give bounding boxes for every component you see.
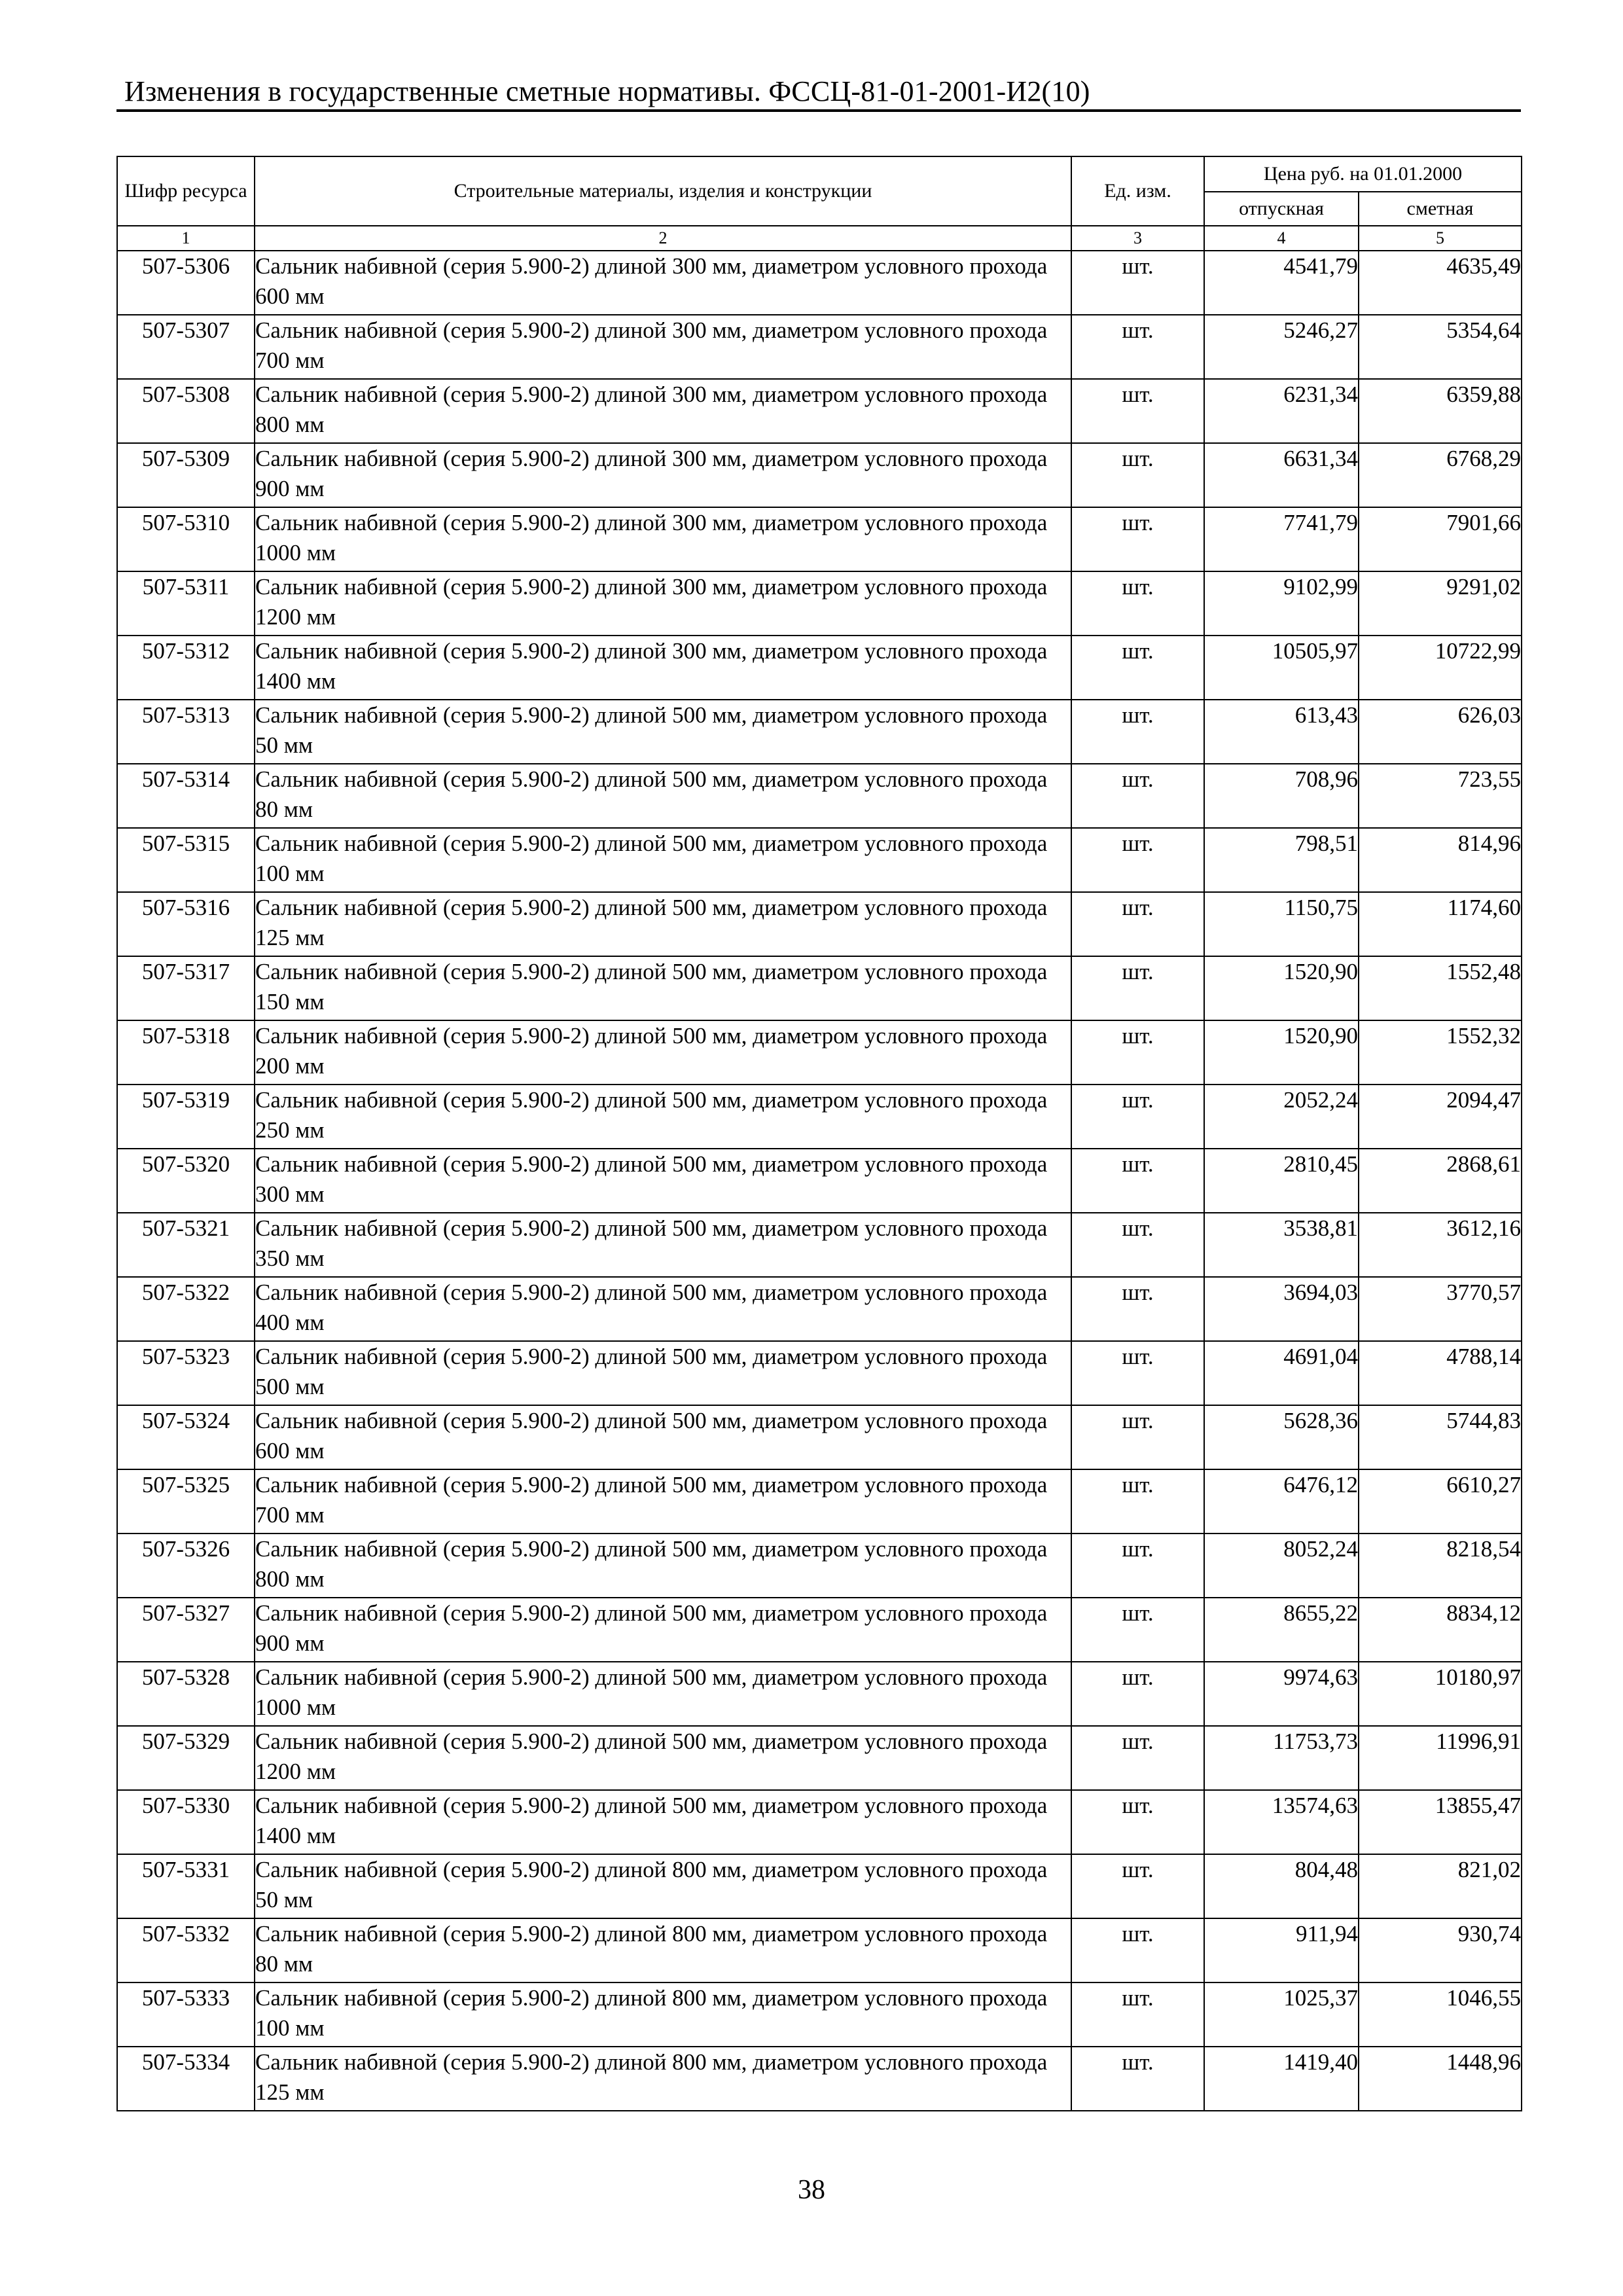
resource-code-cell: 507-5314 — [117, 764, 255, 828]
unit-cell: шт. — [1071, 956, 1204, 1020]
material-name-cell: Сальник набивной (серия 5.900-2) длиной 300 мм, диаметром условного прохода 800 мм — [255, 379, 1071, 443]
price-estimate-cell: 6610,27 — [1359, 1469, 1522, 1534]
material-name-cell: Сальник набивной (серия 5.900-2) длиной 500 мм, диаметром условного прохода 700 мм — [255, 1469, 1071, 1534]
unit-cell: шт. — [1071, 251, 1204, 315]
resource-code-cell: 507-5327 — [117, 1598, 255, 1662]
table-row — [117, 636, 1522, 700]
resource-code-cell: 507-5324 — [117, 1405, 255, 1469]
column-number: 3 — [1071, 226, 1204, 251]
table-row — [117, 700, 1522, 764]
unit-cell: шт. — [1071, 1598, 1204, 1662]
resource-code-cell: 507-5323 — [117, 1341, 255, 1405]
resource-code-cell: 507-5320 — [117, 1149, 255, 1213]
price-release-cell: 9102,99 — [1204, 571, 1359, 636]
column-number: 4 — [1204, 226, 1359, 251]
material-name-cell: Сальник набивной (серия 5.900-2) длиной 300 мм, диаметром условного прохода 1200 мм — [255, 571, 1071, 636]
resource-code-cell: 507-5318 — [117, 1020, 255, 1085]
resource-code-cell: 507-5330 — [117, 1790, 255, 1854]
price-release-cell: 4541,79 — [1204, 251, 1359, 315]
unit-cell: шт. — [1071, 379, 1204, 443]
material-name-cell: Сальник набивной (серия 5.900-2) длиной 500 мм, диаметром условного прохода 500 мм — [255, 1341, 1071, 1405]
table-row — [117, 571, 1522, 636]
price-estimate-cell: 5744,83 — [1359, 1405, 1522, 1469]
resource-code-cell: 507-5328 — [117, 1662, 255, 1726]
column-header-price-group: Цена руб. на 01.01.2000 — [1204, 156, 1522, 192]
material-name-cell: Сальник набивной (серия 5.900-2) длиной 500 мм, диаметром условного прохода 1000 мм — [255, 1662, 1071, 1726]
unit-cell: шт. — [1071, 1469, 1204, 1534]
table-row — [117, 1982, 1522, 2047]
material-name-cell: Сальник набивной (серия 5.900-2) длиной 500 мм, диаметром условного прохода 300 мм — [255, 1149, 1071, 1213]
price-release-cell: 804,48 — [1204, 1854, 1359, 1918]
unit-cell: шт. — [1071, 700, 1204, 764]
resource-code-cell: 507-5313 — [117, 700, 255, 764]
header-divider — [116, 109, 1521, 112]
table-row — [117, 379, 1522, 443]
resource-code-cell: 507-5332 — [117, 1918, 255, 1982]
table-row — [117, 1662, 1522, 1726]
price-estimate-cell: 2094,47 — [1359, 1085, 1522, 1149]
column-number-row — [117, 226, 1522, 251]
unit-cell: шт. — [1071, 764, 1204, 828]
table-row — [117, 1469, 1522, 1534]
resource-code-cell: 507-5325 — [117, 1469, 255, 1534]
price-release-cell: 13574,63 — [1204, 1790, 1359, 1854]
price-estimate-cell: 1448,96 — [1359, 2047, 1522, 2111]
resource-code-cell: 507-5307 — [117, 315, 255, 379]
resource-code-cell: 507-5310 — [117, 507, 255, 571]
table-row — [117, 315, 1522, 379]
material-name-cell: Сальник набивной (серия 5.900-2) длиной 500 мм, диаметром условного прохода 800 мм — [255, 1534, 1071, 1598]
table-row — [117, 1213, 1522, 1277]
price-release-cell: 3694,03 — [1204, 1277, 1359, 1341]
price-release-cell: 9974,63 — [1204, 1662, 1359, 1726]
resource-code-cell: 507-5317 — [117, 956, 255, 1020]
price-estimate-cell: 5354,64 — [1359, 315, 1522, 379]
price-release-cell: 10505,97 — [1204, 636, 1359, 700]
material-name-cell: Сальник набивной (серия 5.900-2) длиной 300 мм, диаметром условного прохода 1400 мм — [255, 636, 1071, 700]
table-row — [117, 443, 1522, 507]
material-name-cell: Сальник набивной (серия 5.900-2) длиной 800 мм, диаметром условного прохода 125 мм — [255, 2047, 1071, 2111]
price-estimate-cell: 8834,12 — [1359, 1598, 1522, 1662]
price-release-cell: 1520,90 — [1204, 1020, 1359, 1085]
material-name-cell: Сальник набивной (серия 5.900-2) длиной 500 мм, диаметром условного прохода 600 мм — [255, 1405, 1071, 1469]
price-release-cell: 4691,04 — [1204, 1341, 1359, 1405]
table-row — [117, 764, 1522, 828]
material-name-cell: Сальник набивной (серия 5.900-2) длиной 500 мм, диаметром условного прохода 80 мм — [255, 764, 1071, 828]
price-estimate-cell: 13855,47 — [1359, 1790, 1522, 1854]
table-row — [117, 1854, 1522, 1918]
material-name-cell: Сальник набивной (серия 5.900-2) длиной 500 мм, диаметром условного прохода 50 мм — [255, 700, 1071, 764]
unit-cell: шт. — [1071, 1918, 1204, 1982]
unit-cell: шт. — [1071, 1149, 1204, 1213]
material-name-cell: Сальник набивной (серия 5.900-2) длиной 300 мм, диаметром условного прохода 600 мм — [255, 251, 1071, 315]
price-estimate-cell: 4788,14 — [1359, 1341, 1522, 1405]
resource-code-cell: 507-5306 — [117, 251, 255, 315]
unit-cell: шт. — [1071, 1662, 1204, 1726]
unit-cell: шт. — [1071, 1534, 1204, 1598]
table-row — [117, 828, 1522, 892]
material-name-cell: Сальник набивной (серия 5.900-2) длиной 500 мм, диаметром условного прохода 250 мм — [255, 1085, 1071, 1149]
price-estimate-cell: 626,03 — [1359, 700, 1522, 764]
table-row — [117, 1341, 1522, 1405]
price-estimate-cell: 3612,16 — [1359, 1213, 1522, 1277]
material-name-cell: Сальник набивной (серия 5.900-2) длиной 500 мм, диаметром условного прохода 150 мм — [255, 956, 1071, 1020]
resource-code-cell: 507-5331 — [117, 1854, 255, 1918]
table-row — [117, 2047, 1522, 2111]
resource-code-cell: 507-5333 — [117, 1982, 255, 2047]
price-release-cell: 6476,12 — [1204, 1469, 1359, 1534]
price-release-cell: 11753,73 — [1204, 1726, 1359, 1790]
column-header-price-estimate: сметная — [1359, 192, 1522, 226]
unit-cell: шт. — [1071, 1790, 1204, 1854]
price-release-cell: 1150,75 — [1204, 892, 1359, 956]
material-name-cell: Сальник набивной (серия 5.900-2) длиной 800 мм, диаметром условного прохода 80 мм — [255, 1918, 1071, 1982]
price-estimate-cell: 1174,60 — [1359, 892, 1522, 956]
price-release-cell: 6231,34 — [1204, 379, 1359, 443]
price-release-cell: 8052,24 — [1204, 1534, 1359, 1598]
column-header-name: Строительные материалы, изделия и конструкции — [255, 156, 1071, 226]
unit-cell: шт. — [1071, 1405, 1204, 1469]
table-header-row — [117, 156, 1522, 192]
unit-cell: шт. — [1071, 1020, 1204, 1085]
resource-code-cell: 507-5315 — [117, 828, 255, 892]
price-release-cell: 1025,37 — [1204, 1982, 1359, 2047]
unit-cell: шт. — [1071, 636, 1204, 700]
price-estimate-cell: 11996,91 — [1359, 1726, 1522, 1790]
price-estimate-cell: 1046,55 — [1359, 1982, 1522, 2047]
unit-cell: шт. — [1071, 315, 1204, 379]
resource-code-cell: 507-5316 — [117, 892, 255, 956]
unit-cell: шт. — [1071, 1085, 1204, 1149]
price-estimate-cell: 1552,32 — [1359, 1020, 1522, 1085]
table-row — [117, 1277, 1522, 1341]
price-release-cell: 5246,27 — [1204, 315, 1359, 379]
price-release-cell: 613,43 — [1204, 700, 1359, 764]
unit-cell: шт. — [1071, 1726, 1204, 1790]
material-name-cell: Сальник набивной (серия 5.900-2) длиной 500 мм, диаметром условного прохода 1200 мм — [255, 1726, 1071, 1790]
price-estimate-cell: 6768,29 — [1359, 443, 1522, 507]
resource-code-cell: 507-5329 — [117, 1726, 255, 1790]
resource-code-cell: 507-5308 — [117, 379, 255, 443]
price-release-cell: 5628,36 — [1204, 1405, 1359, 1469]
material-name-cell: Сальник набивной (серия 5.900-2) длиной 300 мм, диаметром условного прохода 700 мм — [255, 315, 1071, 379]
resource-code-cell: 507-5319 — [117, 1085, 255, 1149]
column-header-code: Шифр ресурса — [117, 156, 255, 226]
price-release-cell: 1419,40 — [1204, 2047, 1359, 2111]
material-name-cell: Сальник набивной (серия 5.900-2) длиной 500 мм, диаметром условного прохода 100 мм — [255, 828, 1071, 892]
price-estimate-cell: 7901,66 — [1359, 507, 1522, 571]
resource-code-cell: 507-5321 — [117, 1213, 255, 1277]
price-release-cell: 708,96 — [1204, 764, 1359, 828]
price-estimate-cell: 2868,61 — [1359, 1149, 1522, 1213]
column-header-price-release: отпускная — [1204, 192, 1359, 226]
material-name-cell: Сальник набивной (серия 5.900-2) длиной 500 мм, диаметром условного прохода 350 мм — [255, 1213, 1071, 1277]
resource-code-cell: 507-5322 — [117, 1277, 255, 1341]
table-row — [117, 251, 1522, 315]
table-row — [117, 1726, 1522, 1790]
resource-code-cell: 507-5334 — [117, 2047, 255, 2111]
price-table — [116, 156, 1522, 2111]
unit-cell: шт. — [1071, 828, 1204, 892]
price-estimate-cell: 821,02 — [1359, 1854, 1522, 1918]
price-release-cell: 1520,90 — [1204, 956, 1359, 1020]
price-estimate-cell: 814,96 — [1359, 828, 1522, 892]
unit-cell: шт. — [1071, 571, 1204, 636]
unit-cell: шт. — [1071, 1341, 1204, 1405]
resource-code-cell: 507-5311 — [117, 571, 255, 636]
table-row — [117, 1405, 1522, 1469]
price-estimate-cell: 9291,02 — [1359, 571, 1522, 636]
price-estimate-cell: 8218,54 — [1359, 1534, 1522, 1598]
material-name-cell: Сальник набивной (серия 5.900-2) длиной 800 мм, диаметром условного прохода 100 мм — [255, 1982, 1071, 2047]
price-release-cell: 8655,22 — [1204, 1598, 1359, 1662]
price-estimate-cell: 4635,49 — [1359, 251, 1522, 315]
material-name-cell: Сальник набивной (серия 5.900-2) длиной 500 мм, диаметром условного прохода 200 мм — [255, 1020, 1071, 1085]
unit-cell: шт. — [1071, 892, 1204, 956]
material-name-cell: Сальник набивной (серия 5.900-2) длиной 800 мм, диаметром условного прохода 50 мм — [255, 1854, 1071, 1918]
price-release-cell: 911,94 — [1204, 1918, 1359, 1982]
table-row — [117, 507, 1522, 571]
unit-cell: шт. — [1071, 1854, 1204, 1918]
unit-cell: шт. — [1071, 1277, 1204, 1341]
column-number: 1 — [117, 226, 255, 251]
price-estimate-cell: 10722,99 — [1359, 636, 1522, 700]
table-row — [117, 1020, 1522, 1085]
unit-cell: шт. — [1071, 1213, 1204, 1277]
page-number: 38 — [798, 2175, 825, 2205]
resource-code-cell: 507-5309 — [117, 443, 255, 507]
column-number: 5 — [1359, 226, 1522, 251]
price-release-cell: 2052,24 — [1204, 1085, 1359, 1149]
resource-code-cell: 507-5326 — [117, 1534, 255, 1598]
resource-code-cell: 507-5312 — [117, 636, 255, 700]
price-estimate-cell: 3770,57 — [1359, 1277, 1522, 1341]
unit-cell: шт. — [1071, 507, 1204, 571]
column-number: 2 — [255, 226, 1071, 251]
material-name-cell: Сальник набивной (серия 5.900-2) длиной 500 мм, диаметром условного прохода 400 мм — [255, 1277, 1071, 1341]
document-header-title: Изменения в государственные сметные нормативы. ФССЦ-81-01-2001-И2(10) — [124, 75, 1090, 107]
table-row — [117, 1790, 1522, 1854]
table-row — [117, 892, 1522, 956]
column-header-unit: Ед. изм. — [1071, 156, 1204, 226]
price-release-cell: 798,51 — [1204, 828, 1359, 892]
price-estimate-cell: 6359,88 — [1359, 379, 1522, 443]
price-release-cell: 7741,79 — [1204, 507, 1359, 571]
price-estimate-cell: 10180,97 — [1359, 1662, 1522, 1726]
price-estimate-cell: 930,74 — [1359, 1918, 1522, 1982]
price-release-cell: 3538,81 — [1204, 1213, 1359, 1277]
table-row — [117, 1918, 1522, 1982]
table-row — [117, 1598, 1522, 1662]
material-name-cell: Сальник набивной (серия 5.900-2) длиной 300 мм, диаметром условного прохода 1000 мм — [255, 507, 1071, 571]
price-release-cell: 2810,45 — [1204, 1149, 1359, 1213]
price-estimate-cell: 723,55 — [1359, 764, 1522, 828]
material-name-cell: Сальник набивной (серия 5.900-2) длиной 500 мм, диаметром условного прохода 125 мм — [255, 892, 1071, 956]
price-release-cell: 6631,34 — [1204, 443, 1359, 507]
material-name-cell: Сальник набивной (серия 5.900-2) длиной 300 мм, диаметром условного прохода 900 мм — [255, 443, 1071, 507]
unit-cell: шт. — [1071, 1982, 1204, 2047]
table-row — [117, 1534, 1522, 1598]
material-name-cell: Сальник набивной (серия 5.900-2) длиной 500 мм, диаметром условного прохода 1400 мм — [255, 1790, 1071, 1854]
table-row — [117, 1085, 1522, 1149]
material-name-cell: Сальник набивной (серия 5.900-2) длиной 500 мм, диаметром условного прохода 900 мм — [255, 1598, 1071, 1662]
table-row — [117, 956, 1522, 1020]
price-estimate-cell: 1552,48 — [1359, 956, 1522, 1020]
table-row — [117, 1149, 1522, 1213]
unit-cell: шт. — [1071, 443, 1204, 507]
unit-cell: шт. — [1071, 2047, 1204, 2111]
